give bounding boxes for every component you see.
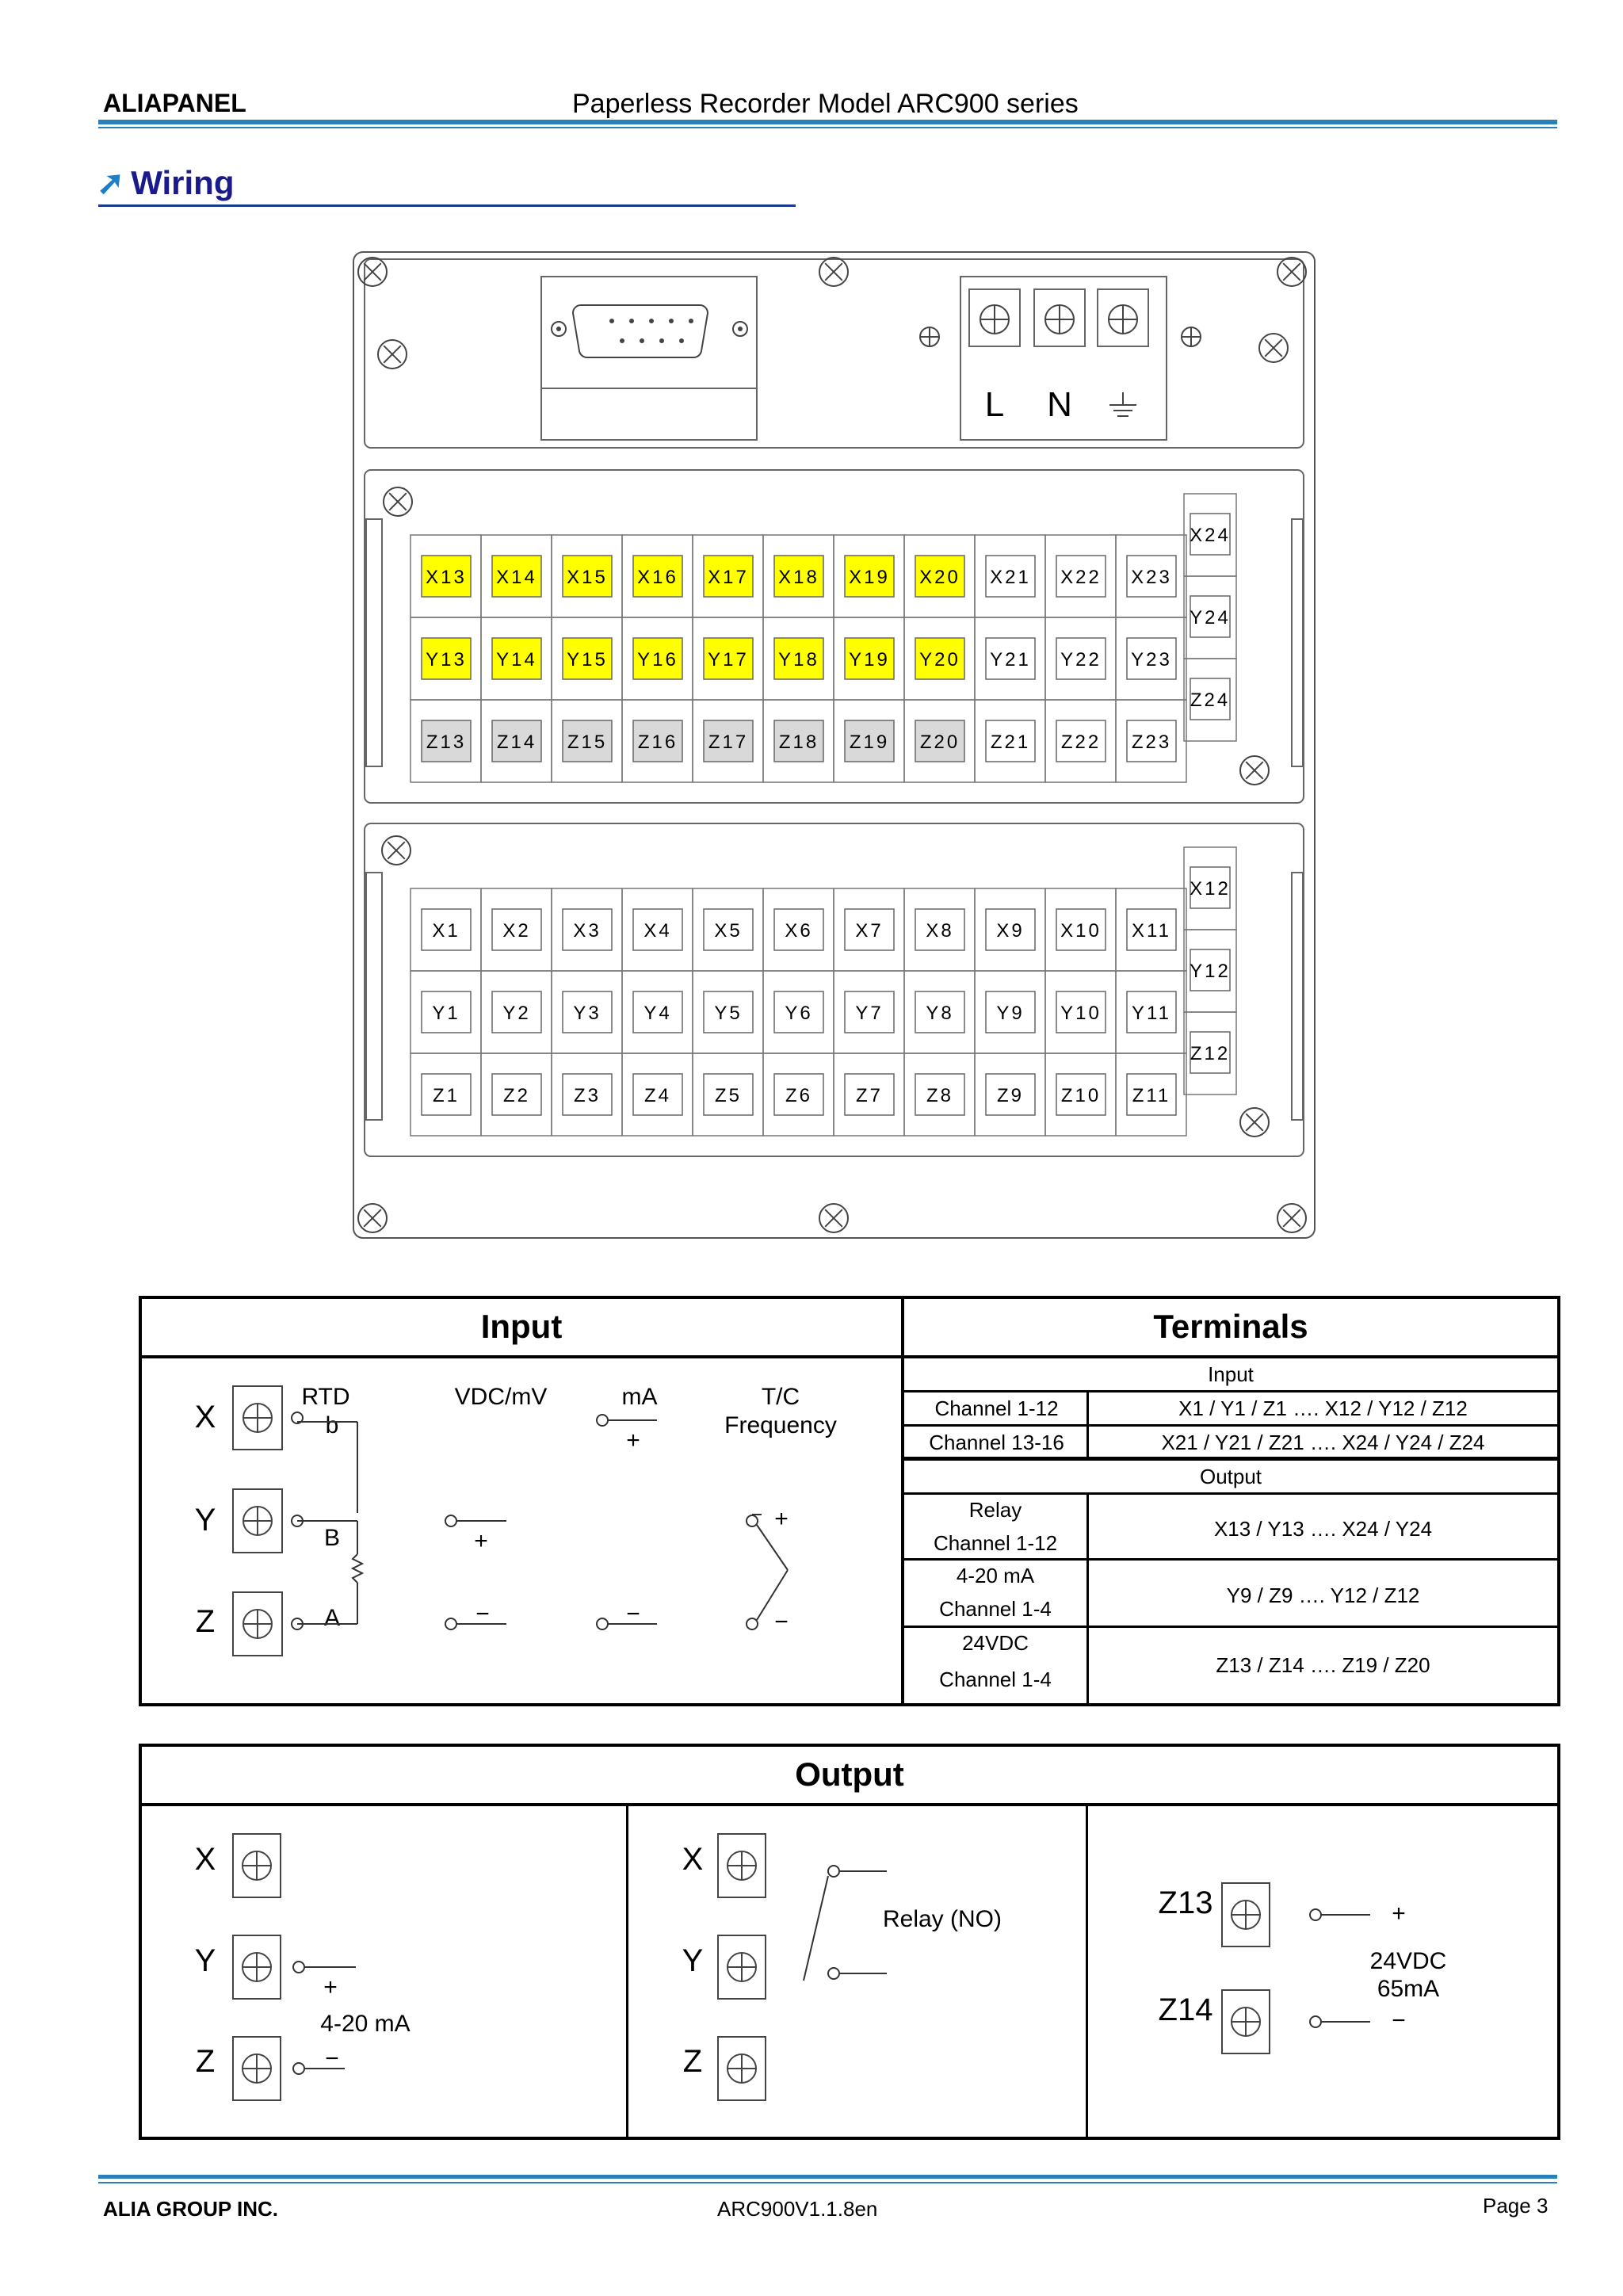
terminals-dc-value: Z13 / Z14 …. Z19 / Z20 xyxy=(1216,1653,1430,1677)
terminal-label-z14: Z14 xyxy=(496,732,537,753)
header-rule-thin xyxy=(98,127,1557,128)
panel-screw-icon xyxy=(378,340,407,369)
terminal-label-z11: Z11 xyxy=(1132,1085,1171,1106)
panel-screw-icon xyxy=(819,258,848,286)
type-vdc: VDC/mV xyxy=(454,1384,548,1410)
terminal-label-z23: Z23 xyxy=(1131,732,1172,753)
terminal-label-z6: Z6 xyxy=(785,1085,813,1106)
top-section xyxy=(365,259,1304,448)
terminal-label-x24: X24 xyxy=(1190,525,1231,546)
out-ma-label: 4-20 mA xyxy=(320,2011,411,2037)
terminal-label-z8: Z8 xyxy=(926,1085,954,1106)
tc-plus: + xyxy=(774,1506,789,1532)
terminals-input-value-1: X1 / Y1 / Z1 …. X12 / Y12 / Z12 xyxy=(1178,1396,1468,1420)
terminal-label-z20: Z20 xyxy=(919,732,960,753)
terminal-label-z4: Z4 xyxy=(643,1085,672,1106)
terminal-label-y24: Y24 xyxy=(1190,607,1231,628)
terminal-label-x19: X19 xyxy=(849,567,890,588)
letter-x: X xyxy=(194,1400,216,1435)
out-z13: Z13 xyxy=(1158,1885,1213,1920)
db9-connector-box xyxy=(541,277,757,440)
terminal-label-y17: Y17 xyxy=(708,649,749,670)
rtd-b: b xyxy=(325,1412,339,1438)
terminal-screw-icon xyxy=(727,1851,756,1880)
terminal-screw-icon xyxy=(727,2054,756,2083)
terminal-label-x17: X17 xyxy=(708,567,749,588)
terminal-label-z13: Z13 xyxy=(426,732,467,753)
terminals-output-heading: Output xyxy=(1199,1465,1262,1488)
terminal-screw-icon xyxy=(727,1953,756,1981)
vdc-plus: + xyxy=(474,1528,488,1554)
rtd-B: B xyxy=(323,1525,341,1551)
terminal-label-y7: Y7 xyxy=(855,1003,884,1024)
terminal-screw-icon xyxy=(243,1404,272,1432)
input-table-title: Input xyxy=(480,1308,563,1345)
terminal-label-y12: Y12 xyxy=(1190,961,1231,982)
terminal-screw-icon xyxy=(242,1953,271,1981)
terminal-label-x11: X11 xyxy=(1132,920,1171,942)
terminal-label-y22: Y22 xyxy=(1060,649,1102,670)
panel-screw-icon xyxy=(358,1204,387,1232)
rtd-A: A xyxy=(323,1605,341,1631)
out-z14: Z14 xyxy=(1158,1992,1213,2027)
footer-doc-version: ARC900V1.1.8en xyxy=(717,2197,878,2221)
out-relay-label: Relay (NO) xyxy=(882,1906,1002,1932)
terminals-ma-value: Y9 / Z9 …. Y12 / Z12 xyxy=(1226,1584,1420,1607)
out-ma-letter-x: X xyxy=(194,1842,216,1877)
terminal-label-x4: X4 xyxy=(643,920,672,942)
terminals-table-title: Terminals xyxy=(1153,1308,1308,1345)
panel-screw-icon xyxy=(1277,1204,1306,1232)
terminal-label-y21: Y21 xyxy=(990,649,1031,670)
terminal-label-x1: X1 xyxy=(432,920,460,942)
terminal-label-x21: X21 xyxy=(990,567,1031,588)
section-rule xyxy=(98,204,796,207)
terminal-screw-icon xyxy=(1232,2008,1260,2036)
panel-screw-icon xyxy=(819,1204,848,1232)
terminal-label-x2: X2 xyxy=(502,920,531,942)
ground-screw-icon xyxy=(1182,327,1201,346)
terminal-label-x18: X18 xyxy=(778,567,819,588)
terminals-relay-label-2: Channel 1-12 xyxy=(933,1531,1058,1555)
terminal-label-x13: X13 xyxy=(426,567,467,588)
terminal-label-x14: X14 xyxy=(496,567,537,588)
out-dc-label-1: 24VDC xyxy=(1369,1948,1447,1974)
terminal-label-y5: Y5 xyxy=(714,1003,743,1024)
terminals-input-value-2: X21 / Y21 / Z21 …. X24 / Y24 / Z24 xyxy=(1161,1431,1485,1454)
terminal-label-x8: X8 xyxy=(926,920,954,942)
terminal-label-y8: Y8 xyxy=(926,1003,954,1024)
terminal-label-y10: Y10 xyxy=(1060,1003,1102,1024)
terminal-label-x9: X9 xyxy=(996,920,1025,942)
terminals-dc-label: 24VDC xyxy=(962,1631,1029,1655)
type-frequency: Frequency xyxy=(724,1412,837,1438)
terminals-grid xyxy=(904,1358,1557,1703)
relay-contact xyxy=(804,1866,887,1981)
terminal-label-y1: Y1 xyxy=(432,1003,460,1024)
footer-page-number: Page 3 xyxy=(1483,2194,1549,2218)
panel-screw-icon xyxy=(384,487,412,516)
terminal-label-x5: X5 xyxy=(714,920,743,942)
out-ma-letter-y: Y xyxy=(194,1943,216,1978)
panel-screw-icon xyxy=(1259,334,1288,362)
terminal-label-x23: X23 xyxy=(1131,567,1172,588)
power-terminal-screw-icon xyxy=(980,305,1009,334)
out-ma-minus: − xyxy=(325,2046,339,2072)
out-ma-letter-z: Z xyxy=(195,2044,216,2079)
terminal-label-x7: X7 xyxy=(855,920,884,942)
terminal-label-z18: Z18 xyxy=(778,732,819,753)
terminal-label-z19: Z19 xyxy=(849,732,890,753)
out-relay-letter-y: Y xyxy=(682,1943,704,1978)
terminal-label-z22: Z22 xyxy=(1060,732,1102,753)
out-dc-plus: + xyxy=(1392,1901,1406,1927)
terminal-label-y19: Y19 xyxy=(849,649,890,670)
db9-pins xyxy=(609,319,693,343)
terminal-label-y13: Y13 xyxy=(426,649,467,670)
power-label-l: L xyxy=(984,385,1005,424)
terminal-label-z12: Z12 xyxy=(1190,1043,1231,1064)
input-wiring-diagram xyxy=(142,1358,901,1703)
type-ma: mA xyxy=(621,1384,658,1410)
db9-port xyxy=(573,305,708,357)
terminal-label-z16: Z16 xyxy=(637,732,678,753)
terminal-screw-icon xyxy=(243,1507,272,1535)
footer-rule-thin xyxy=(98,2182,1557,2183)
terminals-ma-label: 4-20 mA xyxy=(956,1564,1035,1587)
panel-screw-icon xyxy=(1240,756,1269,785)
terminal-label-y20: Y20 xyxy=(919,649,960,670)
terminals-relay-label: Relay xyxy=(968,1498,1022,1522)
terminal-label-x15: X15 xyxy=(567,567,608,588)
terminal-label-x10: X10 xyxy=(1060,920,1102,942)
terminal-label-x22: X22 xyxy=(1060,567,1102,588)
terminal-label-z3: Z3 xyxy=(573,1085,601,1106)
terminal-label-z21: Z21 xyxy=(990,732,1031,753)
terminal-label-z15: Z15 xyxy=(567,732,608,753)
terminals-input-label-2: Channel 13-16 xyxy=(929,1431,1064,1454)
terminal-label-y9: Y9 xyxy=(996,1003,1025,1024)
terminal-label-x3: X3 xyxy=(573,920,601,942)
terminals-ma-label-2: Channel 1-4 xyxy=(939,1597,1052,1621)
ma-plus: + xyxy=(626,1427,640,1454)
letter-z: Z xyxy=(195,1604,216,1639)
terminal-label-y18: Y18 xyxy=(778,649,819,670)
terminal-label-y23: Y23 xyxy=(1131,649,1172,670)
rear-panel-diagram xyxy=(349,250,1319,1240)
terminal-label-z5: Z5 xyxy=(714,1085,743,1106)
ground-screw-icon xyxy=(920,327,939,346)
out-dc-minus: − xyxy=(1392,2008,1406,2034)
terminal-label-y4: Y4 xyxy=(643,1003,672,1024)
terminal-label-z1: Z1 xyxy=(432,1085,460,1106)
terminal-label-z24: Z24 xyxy=(1190,690,1231,711)
terminal-label-x20: X20 xyxy=(919,567,960,588)
terminal-label-y16: Y16 xyxy=(637,649,678,670)
terminal-label-y6: Y6 xyxy=(785,1003,813,1024)
letter-y: Y xyxy=(194,1503,216,1538)
terminal-label-y14: Y14 xyxy=(496,649,537,670)
terminal-screw-icon xyxy=(243,1610,272,1638)
terminal-label-x12: X12 xyxy=(1190,878,1231,900)
terminal-screw-icon xyxy=(242,1851,271,1880)
footer-rule xyxy=(98,2175,1557,2179)
terminal-label-x16: X16 xyxy=(637,567,678,588)
section-title: ➚ Wiring xyxy=(97,164,235,201)
out-ma-plus: + xyxy=(323,1974,338,2000)
panel-screw-icon xyxy=(382,836,411,865)
terminal-label-y15: Y15 xyxy=(567,649,608,670)
terminal-label-y3: Y3 xyxy=(573,1003,601,1024)
terminals-dc-label-2: Channel 1-4 xyxy=(939,1668,1052,1691)
terminal-label-z17: Z17 xyxy=(708,732,749,753)
tc-minus: − xyxy=(774,1609,789,1635)
type-rtd: RTD xyxy=(301,1384,350,1410)
header-title: Paperless Recorder Model ARC900 series xyxy=(572,89,1079,119)
terminal-screw-icon xyxy=(1232,1901,1260,1929)
out-dc-label-2: 65mA xyxy=(1377,1976,1440,2002)
terminal-label-y2: Y2 xyxy=(502,1003,531,1024)
terminals-relay-value: X13 / Y13 …. X24 / Y24 xyxy=(1213,1517,1433,1541)
terminal-label-z2: Z2 xyxy=(502,1085,531,1106)
header-company: ALIAPANEL xyxy=(103,89,246,117)
arrow-icon: ➚ xyxy=(97,164,125,201)
power-terminal-screw-icon xyxy=(1045,305,1074,334)
panel-screw-icon xyxy=(1277,258,1306,286)
terminal-label-y11: Y11 xyxy=(1132,1003,1171,1024)
terminals-input-label-1: Channel 1-12 xyxy=(934,1396,1059,1420)
terminal-label-z9: Z9 xyxy=(996,1085,1025,1106)
power-label-n: N xyxy=(1047,385,1072,424)
vdc-minus: − xyxy=(475,1601,490,1627)
ma-minus: − xyxy=(626,1601,640,1627)
panel-screw-icon xyxy=(1240,1108,1269,1137)
ground-icon xyxy=(1109,392,1136,416)
panel-screw-icon xyxy=(358,258,387,286)
footer-company: ALIA GROUP INC. xyxy=(103,2197,279,2221)
terminal-label-x6: X6 xyxy=(785,920,813,942)
out-relay-letter-z: Z xyxy=(682,2044,703,2079)
terminal-screw-icon xyxy=(242,2054,271,2083)
output-wiring-diagram xyxy=(142,1806,1557,2137)
terminals-input-heading: Input xyxy=(1208,1362,1254,1386)
output-table-title: Output xyxy=(795,1755,904,1793)
power-terminal-screw-icon xyxy=(1109,305,1137,334)
terminal-label-z7: Z7 xyxy=(855,1085,884,1106)
type-tc: T/C xyxy=(761,1384,800,1410)
terminal-label-z10: Z10 xyxy=(1060,1085,1102,1106)
rtd-wiring xyxy=(297,1422,362,1624)
out-relay-letter-x: X xyxy=(682,1842,704,1877)
header-rule xyxy=(98,120,1557,124)
